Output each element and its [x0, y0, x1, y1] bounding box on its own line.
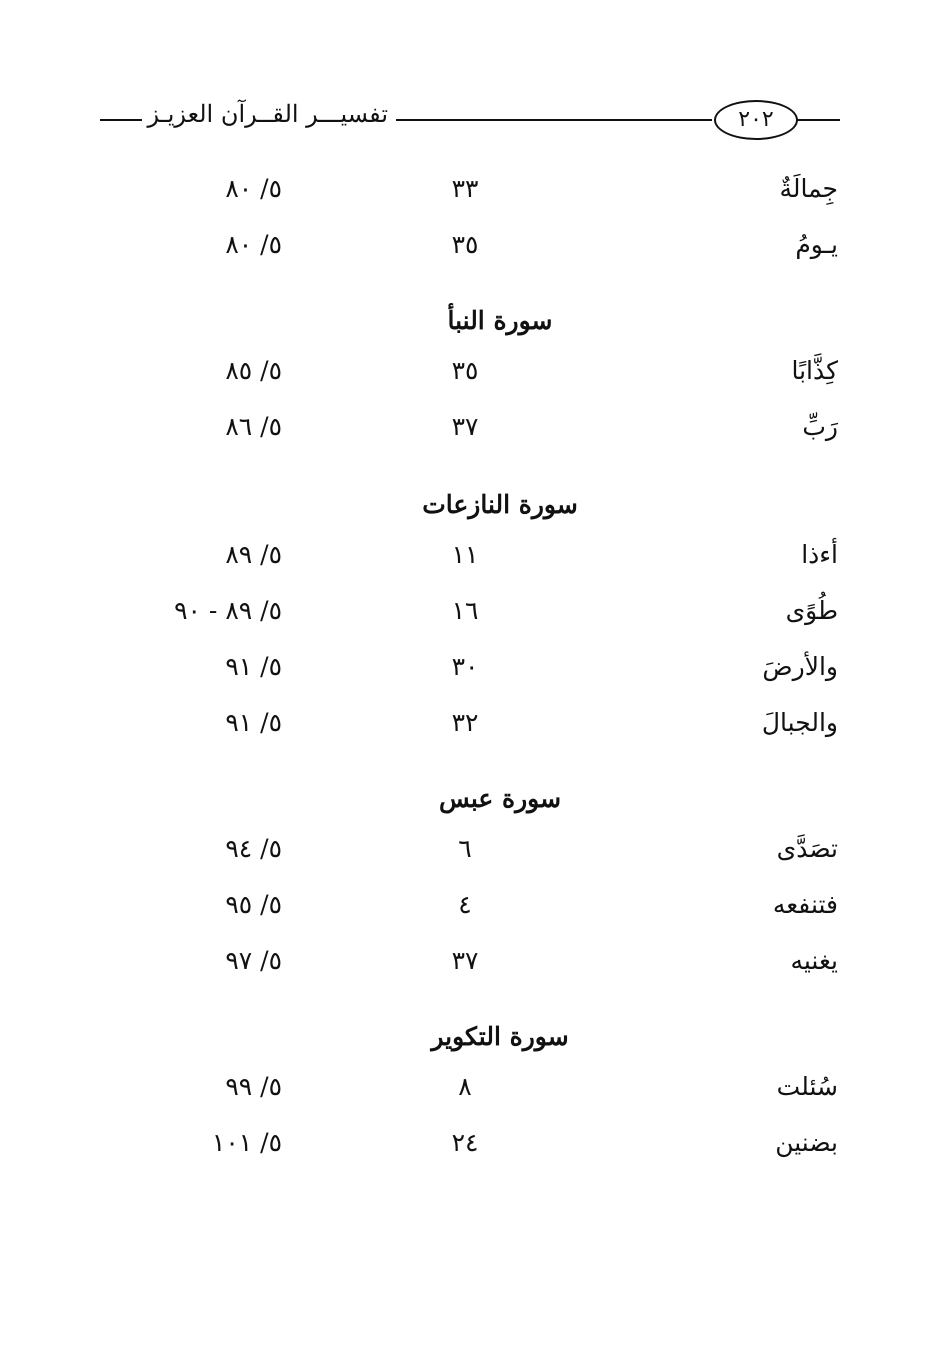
entry-reference: ٥/ ١٠١ [211, 1128, 282, 1157]
running-header [100, 96, 842, 144]
entry-word: كِذَّابًا [791, 356, 838, 385]
entry-word: يغنيه [790, 946, 838, 975]
entry-verse-number: ٦ [458, 834, 472, 863]
entry-word: أءذا [801, 540, 838, 569]
entry-verse-number: ٢٤ [451, 1128, 479, 1157]
entry-verse-number: ٣٧ [451, 412, 479, 441]
entry-verse-number: ٤ [458, 890, 472, 919]
entry-row [0, 174, 938, 214]
entry-reference: ٥/ ٨٠ [225, 230, 282, 259]
entry-word: والأرضَ [762, 652, 838, 681]
entry-row [0, 890, 938, 930]
entry-verse-number: ٣٧ [451, 946, 479, 975]
surah-heading: سورة عبس [438, 784, 562, 813]
entry-reference: ٥/ ٨٩ [225, 540, 282, 569]
header-rule-right [796, 119, 840, 121]
page-number: ٢٠٢ [714, 100, 798, 140]
entry-row [0, 412, 938, 452]
entry-reference: ٥/ ٨٦ [225, 412, 282, 441]
entry-row [0, 230, 938, 270]
entry-verse-number: ٣٥ [451, 230, 479, 259]
entry-reference: ٥/ ٨٠ [225, 174, 282, 203]
entry-verse-number: ٣٣ [451, 174, 479, 203]
entry-word: رَبِّ [802, 412, 838, 441]
entry-verse-number: ٣٠ [451, 652, 479, 681]
entry-reference: ٥/ ٩٥ [225, 890, 282, 919]
header-rule-left [100, 119, 142, 121]
entry-reference: ٥/ ٩٩ [225, 1072, 282, 1101]
book-title: تفسيـــر القــرآن العزيـز [147, 100, 388, 128]
entry-reference: ٥/ ٩٤ [225, 834, 282, 863]
entry-row [0, 652, 938, 692]
entry-reference: ٥/ ٩٧ [225, 946, 282, 975]
entry-reference: ٥/ ٨٩ - ٩٠ [174, 596, 282, 625]
entry-verse-number: ٣٥ [451, 356, 479, 385]
entry-row [0, 540, 938, 580]
entry-verse-number: ١١ [451, 540, 479, 569]
entry-word: تصَدَّى [776, 834, 838, 863]
entry-row [0, 708, 938, 748]
entry-word: فتنفعه [772, 890, 838, 919]
entry-word: طُوًى [785, 596, 838, 625]
entry-reference: ٥/ ٩١ [225, 652, 282, 681]
entry-row [0, 1128, 938, 1168]
entry-word: جِمالَةٌ [779, 174, 838, 203]
entry-row [0, 596, 938, 636]
header-rule-middle [396, 119, 712, 121]
entry-row [0, 946, 938, 986]
entry-row [0, 834, 938, 874]
entry-row [0, 356, 938, 396]
surah-heading: سورة النبأ [447, 306, 553, 335]
surah-heading: سورة التكوير [431, 1022, 569, 1051]
entry-verse-number: ١٦ [451, 596, 479, 625]
entry-verse-number: ٨ [458, 1072, 472, 1101]
entry-word: يـومُ [795, 230, 838, 259]
entry-reference: ٥/ ٨٥ [225, 356, 282, 385]
entry-word: والجبالَ [761, 708, 838, 737]
entry-reference: ٥/ ٩١ [225, 708, 282, 737]
entry-word: بضنين [775, 1128, 838, 1157]
entry-row [0, 1072, 938, 1112]
entry-verse-number: ٣٢ [451, 708, 479, 737]
entry-word: سُئلت [776, 1072, 838, 1101]
surah-heading: سورة النازعات [422, 490, 578, 519]
